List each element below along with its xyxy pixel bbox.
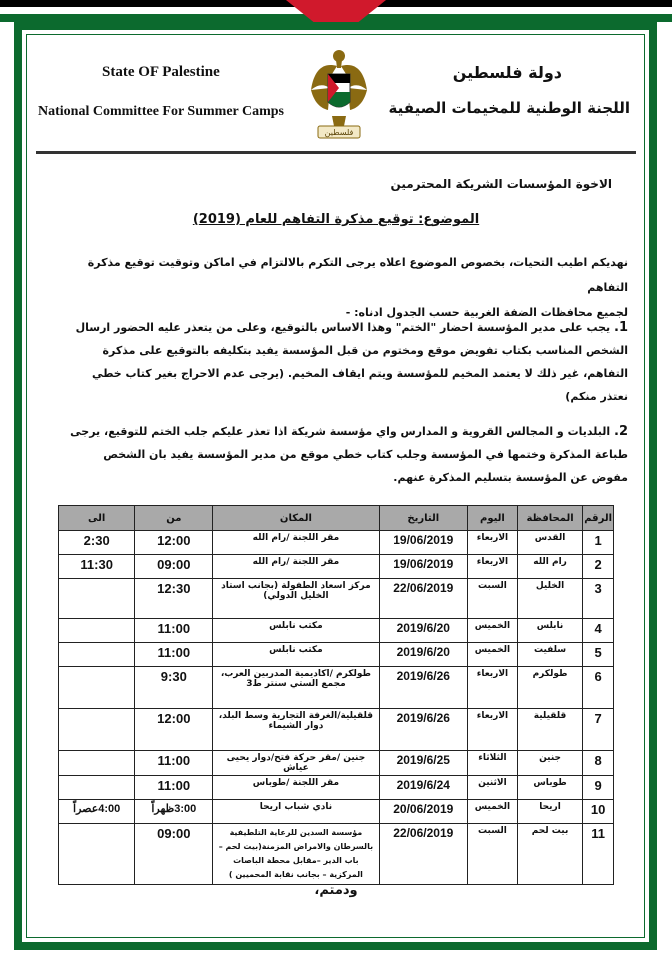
state-title-en: State OF Palestine [102,64,220,80]
cell-num: 9 [583,776,614,800]
cell-to [59,667,135,709]
cell-date: 2019/6/26 [379,709,467,751]
cell-num: 5 [583,643,614,667]
cell-day: الخميس [467,800,517,824]
cell-from: 11:00 [135,619,213,643]
cell-to [59,619,135,643]
cell-num: 6 [583,667,614,709]
cell-from: 11:00 [135,643,213,667]
cell-date: 22/06/2019 [379,579,467,619]
cell-day: الاربعاء [467,555,517,579]
cell-num: 11 [583,824,614,885]
cell-from: 12:00 [135,531,213,555]
header-place: المكان [213,506,379,531]
header-from: من [135,506,213,531]
cell-num: 2 [583,555,614,579]
cell-governorate: رام الله [517,555,582,579]
cell-from: 09:00 [135,824,213,885]
header-num: الرقم [583,506,614,531]
table-row [59,643,614,667]
cell-place: مركز اسعاد الطفولة (بجانب استاد الخليل الدولي) [213,579,379,619]
committee-title-en: National Committee For Summer Camps [38,104,285,119]
cell-governorate: جنين [517,751,582,776]
cell-place: مكتب نابلس [213,619,379,643]
table-row [59,531,614,555]
closing-text: ودمتم، [314,883,358,898]
cell-to: 11:30 [59,555,135,579]
cell-day: الاربعاء [467,531,517,555]
header-to: الى [59,506,135,531]
cell-place: نادي شباب اريحا [213,800,379,824]
cell-date: 2019/6/20 [379,619,467,643]
cell-governorate: اريحا [517,800,582,824]
cell-governorate: سلفيت [517,643,582,667]
cell-num: 7 [583,709,614,751]
cell-day: السبت [467,824,517,885]
cell-place: طولكرم /اكاديمية المدربين العرب، مجمع الستي سنتر ط3 [213,667,379,709]
letter-subject: الموضوع: توقيع مذكرة التفاهم للعام (2019) [192,212,480,227]
cell-from: 09:00 [135,555,213,579]
table-row [59,555,614,579]
cell-place: مقر اللجنة /رام الله [213,555,379,579]
cell-num: 8 [583,751,614,776]
cell-day: الثلاثاء [467,751,517,776]
cell-to: 4:00عصراً [59,800,135,824]
table-row [59,800,614,824]
greeting: الاخوة المؤسسات الشريكة المحترمين [390,177,612,191]
cell-num: 4 [583,619,614,643]
cell-date: 2019/6/24 [379,776,467,800]
cell-day: السبت [467,579,517,619]
state-title-ar: دولة فلسطين [452,63,562,82]
table-row [59,619,614,643]
cell-day: الاربعاء [467,667,517,709]
cell-date: 2019/6/20 [379,643,467,667]
item-1-text: يجب على مدير المؤسسة احضار "الختم" وهذا الاساس بالتوقيع، وعلى من يتعذر عليه الحضور ارسال الشخص المناسب بكتاب تفويض موقع ومختوم من قبل المؤسسة يفيد بتكليفه بالتوقيع على مذكرة التفاهم، غير ذلك لا يعتمد المخيم للمؤسسة ويتم ايقاف المخيم. (يرجى عدم الاحراج بغير كتاب خطي نعتذر منكم) [75,321,628,403]
cell-day: الاثنين [467,776,517,800]
cell-to [59,751,135,776]
cell-governorate: بيت لحم [517,824,582,885]
item-1-number: 1. [614,320,628,335]
header-date: التاريخ [379,506,467,531]
cell-to [59,579,135,619]
table-header-row [59,506,614,531]
cell-governorate: القدس [517,531,582,555]
cell-from: 3:00ظهراً [135,800,213,824]
cell-governorate: نابلس [517,619,582,643]
cell-governorate: طولكرم [517,667,582,709]
cell-governorate: قلقيلية [517,709,582,751]
cell-place: جنين /مقر حركة فتح/دوار يحيى عياش [213,751,379,776]
header-governorate: المحافظة [517,506,582,531]
intro-line-1: نهديكم اطيب التحيات، بخصوص الموضوع اعلاه يرجى التكرم بالالتزام في اماكن وتوقيت توقيع مذكرة التفاهم [87,256,628,294]
cell-date: 22/06/2019 [379,824,467,885]
cell-from: 11:00 [135,751,213,776]
cell-num: 3 [583,579,614,619]
item-2-text: البلديات و المجالس القروية و المدارس واي مؤسسة شريكة اذا تعذر عليكم جلب الختم للتوقيع، يرجى طباعة المذكرة وختمها في المؤسسة وجلب كتاب خطي موقع من مدير المؤسسة يفيد بان الشخص مفوض عن المؤسسة بتسليم المذكرة عنهم. [70,425,628,484]
cell-place: قلقيلية/الغرفة التجارية وسط البلد، دوار الشيماء [213,709,379,751]
instruction-item-1 [68,316,628,408]
intro-line-2: لجميع محافظات الضفة الغربية حسب الجدول ادناه: - [345,306,628,319]
committee-title-ar: اللجنة الوطنية للمخيمات الصيفية [388,99,630,117]
intro-paragraph [48,250,628,325]
palestine-flag-bar [0,0,672,22]
cell-governorate: طوباس [517,776,582,800]
table-row [59,709,614,751]
header-divider [36,151,636,154]
table-row [59,824,614,885]
cell-from: 12:00 [135,709,213,751]
cell-date: 2019/6/26 [379,667,467,709]
cell-date: 2019/6/25 [379,751,467,776]
cell-day: الاربعاء [467,709,517,751]
header-day: اليوم [467,506,517,531]
cell-date: 19/06/2019 [379,531,467,555]
cell-place: مؤسسة السدين للرعاية التلطيفية بالسرطان والامراض المزمنة(بيت لحم – باب الدير –مقابل محطة الباصات المركزية – بجانب نقابة المحميين ) [213,824,379,885]
table-row [59,751,614,776]
signing-schedule-table [58,505,614,885]
item-2-number: 2. [614,424,628,439]
cell-to [59,709,135,751]
cell-from: 11:00 [135,776,213,800]
cell-date: 19/06/2019 [379,555,467,579]
emblem-caption: فلسطين [324,128,354,137]
instruction-item-2 [68,420,628,489]
cell-num: 1 [583,531,614,555]
table-row [59,579,614,619]
cell-to [59,776,135,800]
palestine-eagle-emblem [308,44,370,140]
cell-day: الخميس [467,619,517,643]
cell-to [59,824,135,885]
cell-to: 2:30 [59,531,135,555]
cell-place: مقر اللجنة /رام الله [213,531,379,555]
cell-to [59,643,135,667]
cell-from: 9:30 [135,667,213,709]
table-row [59,776,614,800]
cell-day: الخميس [467,643,517,667]
cell-num: 10 [583,800,614,824]
cell-from: 12:30 [135,579,213,619]
table-row [59,667,614,709]
cell-place: مقر اللجنة /طوباس [213,776,379,800]
cell-governorate: الخليل [517,579,582,619]
cell-place: مكتب نابلس [213,643,379,667]
cell-date: 20/06/2019 [379,800,467,824]
